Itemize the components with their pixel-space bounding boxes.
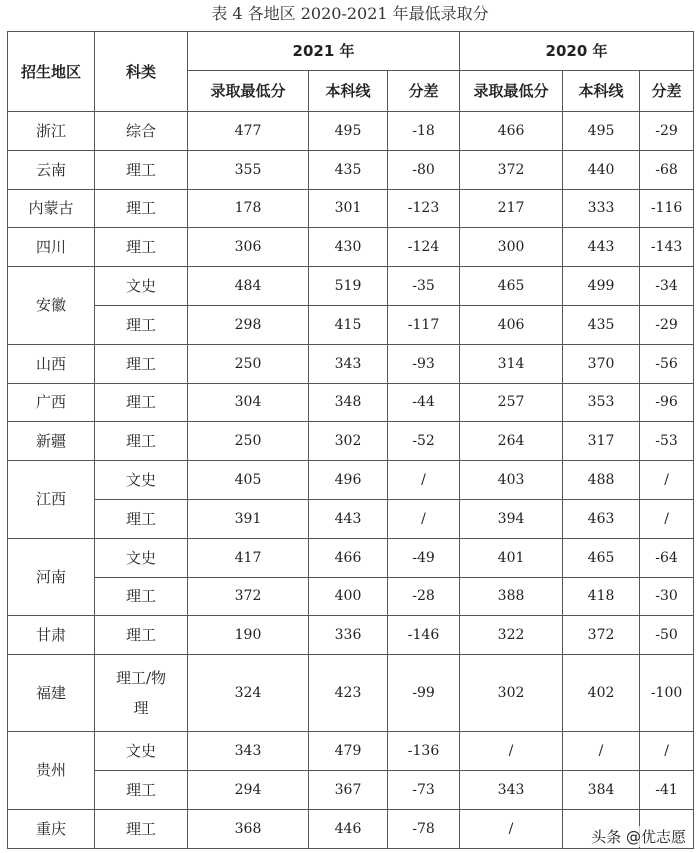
cell-line-2020: 488 (563, 461, 640, 500)
cell-diff-2021: -136 (388, 732, 460, 771)
cell-diff-2021: -93 (388, 344, 460, 383)
cell-diff-2020: -30 (640, 577, 694, 616)
cell-min-score-2021: 298 (188, 305, 309, 344)
cell-line-2021: 415 (309, 305, 388, 344)
cell-min-score-2020: 322 (460, 616, 563, 655)
cell-subject: 理工 (95, 770, 188, 809)
header-line-2021: 本科线 (309, 71, 388, 112)
table-row (8, 770, 694, 809)
cell-diff-2021: -35 (388, 267, 460, 306)
cell-line-2020: 402 (563, 655, 640, 732)
cell-diff-2020: -41 (640, 770, 694, 809)
cell-line-2020: 440 (563, 150, 640, 189)
cell-min-score-2021: 190 (188, 616, 309, 655)
cell-subject: 理工 (95, 383, 188, 422)
cell-line-2020: 333 (563, 189, 640, 228)
header-region: 招生地区 (8, 32, 95, 112)
cell-region: 甘肃 (8, 616, 95, 655)
cell-subject: 理工 (95, 189, 188, 228)
cell-diff-2020: -34 (640, 267, 694, 306)
source-watermark: 头条 @优志愿 (591, 828, 686, 846)
cell-line-2021: 367 (309, 770, 388, 809)
cell-min-score-2020: 264 (460, 422, 563, 461)
cell-line-2020: 443 (563, 228, 640, 267)
cell-min-score-2020: 394 (460, 499, 563, 538)
cell-region: 重庆 (8, 809, 95, 848)
cell-min-score-2021: 250 (188, 344, 309, 383)
cell-diff-2021: / (388, 461, 460, 500)
cell-min-score-2020: 465 (460, 267, 563, 306)
cell-min-score-2021: 372 (188, 577, 309, 616)
table-row (8, 267, 694, 306)
cell-line-2020: 418 (563, 577, 640, 616)
header-subject: 科类 (95, 32, 188, 112)
cell-line-2021: 479 (309, 732, 388, 771)
cell-diff-2021: -124 (388, 228, 460, 267)
cell-min-score-2020: / (460, 809, 563, 848)
cell-diff-2020: -68 (640, 150, 694, 189)
cell-subject: 文史 (95, 267, 188, 306)
cell-min-score-2021: 477 (188, 112, 309, 151)
cell-min-score-2020: 403 (460, 461, 563, 500)
cell-line-2020: 499 (563, 267, 640, 306)
cell-subject: 文史 (95, 538, 188, 577)
cell-line-2020: 384 (563, 770, 640, 809)
cell-line-2020: / (563, 732, 640, 771)
cell-min-score-2021: 306 (188, 228, 309, 267)
cell-line-2021: 423 (309, 655, 388, 732)
cell-line-2021: 400 (309, 577, 388, 616)
cell-region: 贵州 (8, 732, 95, 810)
cell-min-score-2020: 300 (460, 228, 563, 267)
cell-min-score-2020: 406 (460, 305, 563, 344)
cell-min-score-2020: 401 (460, 538, 563, 577)
cell-min-score-2020: 388 (460, 577, 563, 616)
cell-min-score-2021: 417 (188, 538, 309, 577)
table-row (8, 344, 694, 383)
header-row-years (8, 32, 694, 71)
cell-line-2020: 372 (563, 616, 640, 655)
cell-diff-2020: -56 (640, 344, 694, 383)
cell-line-2021: 495 (309, 112, 388, 151)
cell-region: 河南 (8, 538, 95, 616)
cell-line-2021: 443 (309, 499, 388, 538)
cell-subject: 理工 (95, 809, 188, 848)
cell-subject: 理工 (95, 228, 188, 267)
cell-line-2021: 336 (309, 616, 388, 655)
cell-min-score-2020: 343 (460, 770, 563, 809)
cell-diff-2020: / (640, 461, 694, 500)
cell-line-2021: 519 (309, 267, 388, 306)
cell-diff-2021: -44 (388, 383, 460, 422)
cell-line-2020: 317 (563, 422, 640, 461)
cell-diff-2021: -80 (388, 150, 460, 189)
cell-min-score-2021: 250 (188, 422, 309, 461)
table-row (8, 383, 694, 422)
cell-diff-2020: / (640, 732, 694, 771)
cell-min-score-2021: 324 (188, 655, 309, 732)
cell-min-score-2020: 314 (460, 344, 563, 383)
cell-diff-2021: -146 (388, 616, 460, 655)
cell-line-2020: 465 (563, 538, 640, 577)
cell-min-score-2020: 217 (460, 189, 563, 228)
cell-min-score-2021: 484 (188, 267, 309, 306)
cell-diff-2021: / (388, 499, 460, 538)
cell-region: 广西 (8, 383, 95, 422)
cell-min-score-2021: 304 (188, 383, 309, 422)
cell-subject: 理工 (95, 344, 188, 383)
cell-line-2021: 430 (309, 228, 388, 267)
cell-subject: 理工/物理 (95, 655, 188, 732)
cell-diff-2021: -99 (388, 655, 460, 732)
cell-min-score-2021: 405 (188, 461, 309, 500)
cell-line-2021: 446 (309, 809, 388, 848)
cell-min-score-2020: 466 (460, 112, 563, 151)
header-year-2021: 2021 年 (188, 32, 460, 71)
cell-diff-2021: -49 (388, 538, 460, 577)
table-caption: 表 4 各地区 2020-2021 年最低录取分 (211, 4, 489, 23)
cell-line-2020: 353 (563, 383, 640, 422)
cell-diff-2021: -123 (388, 189, 460, 228)
cell-subject: 理工 (95, 150, 188, 189)
cell-min-score-2021: 294 (188, 770, 309, 809)
cell-diff-2020: -53 (640, 422, 694, 461)
cell-diff-2020: -29 (640, 305, 694, 344)
table-row (8, 305, 694, 344)
cell-diff-2021: -73 (388, 770, 460, 809)
cell-min-score-2020: 257 (460, 383, 563, 422)
cell-diff-2020: -100 (640, 655, 694, 732)
table-row (8, 112, 694, 151)
cell-subject: 文史 (95, 461, 188, 500)
cell-min-score-2021: 178 (188, 189, 309, 228)
cell-line-2020: 370 (563, 344, 640, 383)
cell-region: 内蒙古 (8, 189, 95, 228)
table-row (8, 577, 694, 616)
header-min-score-2021: 录取最低分 (188, 71, 309, 112)
cell-subject: 理工 (95, 422, 188, 461)
table-row (8, 499, 694, 538)
table-row (8, 616, 694, 655)
cell-min-score-2021: 355 (188, 150, 309, 189)
cell-line-2021: 302 (309, 422, 388, 461)
cell-line-2021: 435 (309, 150, 388, 189)
cell-subject: 文史 (95, 732, 188, 771)
cell-region: 四川 (8, 228, 95, 267)
table-row (8, 732, 694, 771)
table-row (8, 422, 694, 461)
cell-subject: 理工 (95, 616, 188, 655)
cell-diff-2020: -29 (640, 112, 694, 151)
cell-diff-2020: -50 (640, 616, 694, 655)
cell-diff-2021: -28 (388, 577, 460, 616)
cell-line-2020: 435 (563, 305, 640, 344)
cell-min-score-2021: 343 (188, 732, 309, 771)
cell-region: 安徽 (8, 267, 95, 345)
table-row (8, 228, 694, 267)
table-row (8, 461, 694, 500)
cell-line-2021: 496 (309, 461, 388, 500)
table-row (8, 538, 694, 577)
cell-line-2021: 343 (309, 344, 388, 383)
cell-diff-2021: -78 (388, 809, 460, 848)
header-min-score-2020: 录取最低分 (460, 71, 563, 112)
cell-line-2021: 301 (309, 189, 388, 228)
cell-diff-2020: / (640, 499, 694, 538)
cell-min-score-2021: 391 (188, 499, 309, 538)
cell-subject: 理工 (95, 499, 188, 538)
cell-region: 浙江 (8, 112, 95, 151)
cell-diff-2020: -116 (640, 189, 694, 228)
cell-subject: 综合 (95, 112, 188, 151)
cell-line-2021: 348 (309, 383, 388, 422)
cell-subject: 理工 (95, 577, 188, 616)
cell-region: 云南 (8, 150, 95, 189)
cell-line-2020: 495 (563, 112, 640, 151)
cell-diff-2020: -143 (640, 228, 694, 267)
admission-score-table (7, 31, 694, 849)
cell-min-score-2020: 302 (460, 655, 563, 732)
cell-subject: 理工 (95, 305, 188, 344)
header-diff-2020: 分差 (640, 71, 694, 112)
cell-region: 山西 (8, 344, 95, 383)
cell-region: 江西 (8, 461, 95, 539)
cell-min-score-2020: 372 (460, 150, 563, 189)
cell-region: 福建 (8, 655, 95, 732)
cell-diff-2021: -117 (388, 305, 460, 344)
header-diff-2021: 分差 (388, 71, 460, 112)
cell-line-2021: 466 (309, 538, 388, 577)
cell-min-score-2020: / (460, 732, 563, 771)
cell-diff-2020: -64 (640, 538, 694, 577)
table-row (8, 655, 694, 732)
cell-region: 新疆 (8, 422, 95, 461)
cell-diff-2021: -52 (388, 422, 460, 461)
table-row (8, 150, 694, 189)
cell-diff-2021: -18 (388, 112, 460, 151)
table-row (8, 189, 694, 228)
cell-line-2020: 463 (563, 499, 640, 538)
cell-min-score-2021: 368 (188, 809, 309, 848)
cell-diff-2020: -96 (640, 383, 694, 422)
header-year-2020: 2020 年 (460, 32, 694, 71)
header-line-2020: 本科线 (563, 71, 640, 112)
